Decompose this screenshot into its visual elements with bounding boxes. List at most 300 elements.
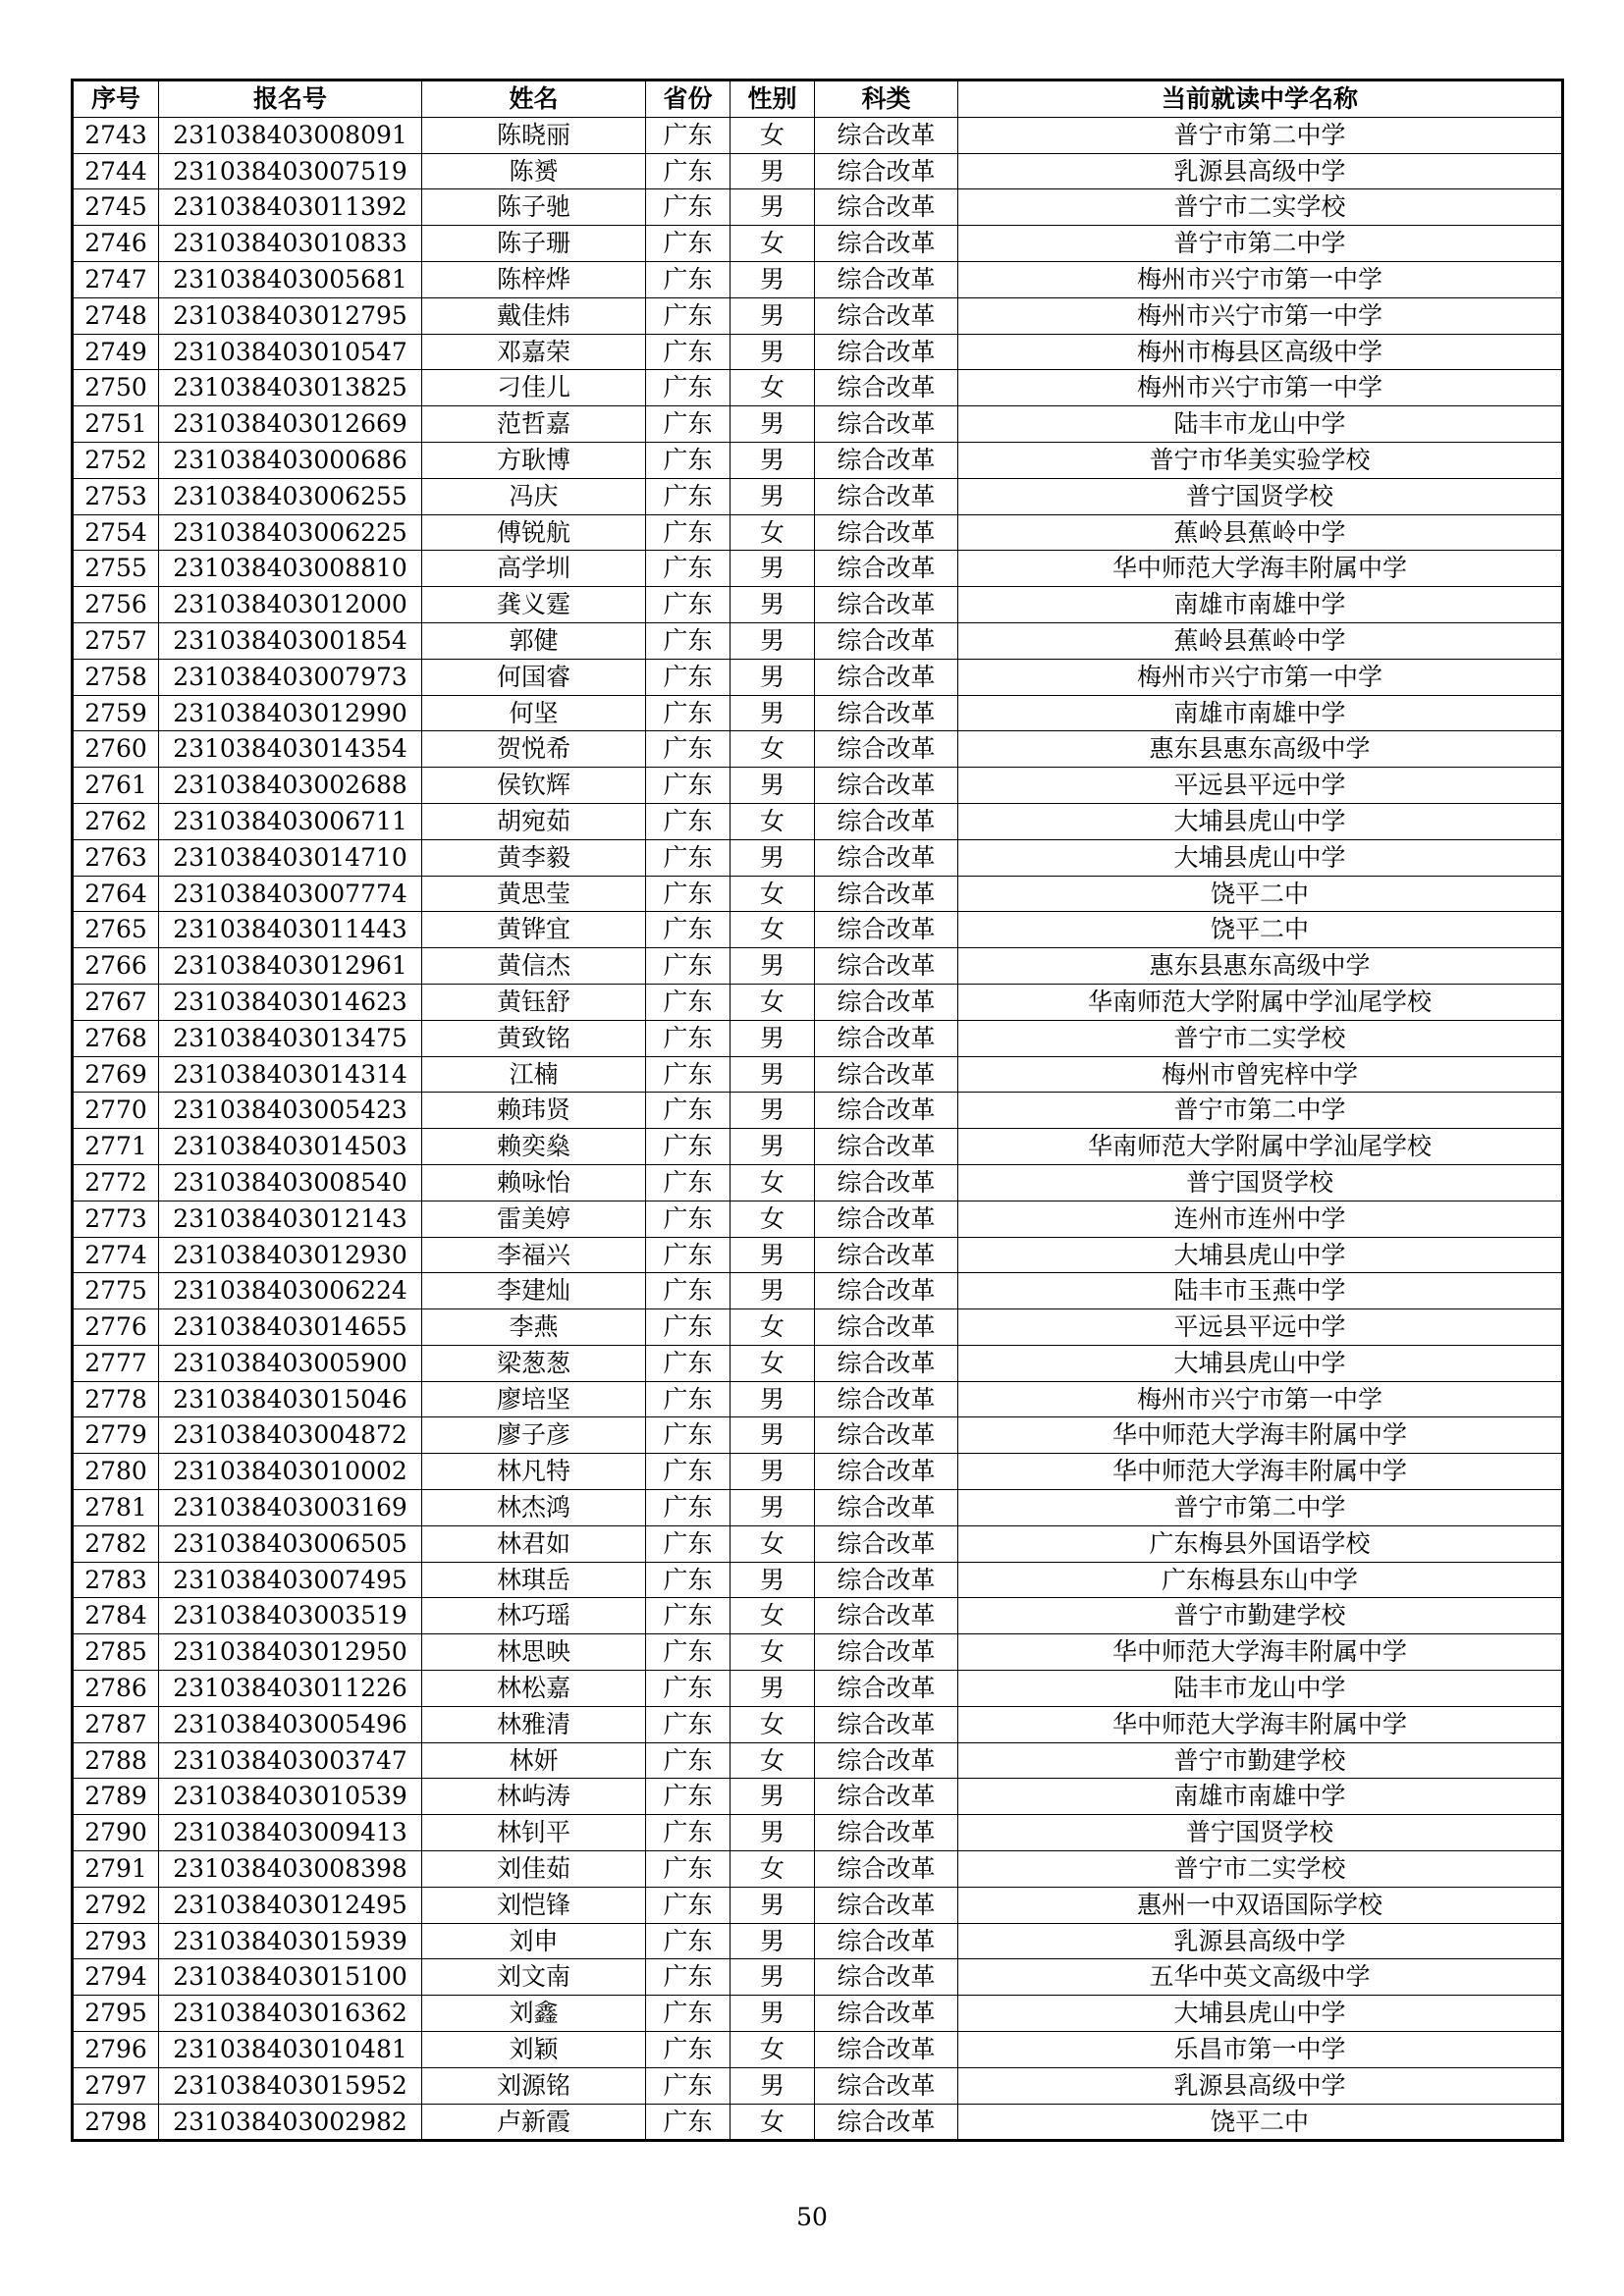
cell-serial-no: 2768 — [73, 1020, 159, 1056]
cell-serial-no: 2763 — [73, 839, 159, 876]
cell-school: 惠东县惠东高级中学 — [958, 948, 1563, 985]
cell-subject: 综合改革 — [815, 1237, 958, 1273]
cell-province: 广东 — [646, 2032, 731, 2068]
table-row — [73, 803, 1563, 839]
cell-name: 刘颖 — [422, 2032, 646, 2068]
cell-gender: 男 — [731, 1237, 815, 1273]
cell-gender: 女 — [731, 803, 815, 839]
cell-registration-no: 231038403006225 — [159, 514, 422, 551]
cell-gender: 女 — [731, 514, 815, 551]
cell-gender: 男 — [731, 406, 815, 443]
cell-registration-no: 231038403012669 — [159, 406, 422, 443]
cell-serial-no: 2755 — [73, 551, 159, 587]
cell-registration-no: 231038403005423 — [159, 1093, 422, 1129]
cell-registration-no: 231038403003747 — [159, 1742, 422, 1779]
cell-province: 广东 — [646, 731, 731, 768]
cell-school: 梅州市兴宁市第一中学 — [958, 297, 1563, 334]
cell-serial-no: 2754 — [73, 514, 159, 551]
cell-school: 大埔县虎山中学 — [958, 1345, 1563, 1381]
cell-subject: 综合改革 — [815, 659, 958, 695]
cell-gender: 女 — [731, 2032, 815, 2068]
cell-subject: 综合改革 — [815, 984, 958, 1020]
cell-name: 刘文南 — [422, 1959, 646, 1996]
cell-registration-no: 231038403010481 — [159, 2032, 422, 2068]
cell-province: 广东 — [646, 1020, 731, 1056]
cell-serial-no: 2776 — [73, 1309, 159, 1346]
cell-province: 广东 — [646, 370, 731, 406]
cell-registration-no: 231038403001854 — [159, 622, 422, 659]
cell-subject: 综合改革 — [815, 514, 958, 551]
cell-province: 广东 — [646, 1742, 731, 1779]
cell-registration-no: 231038403012143 — [159, 1201, 422, 1237]
cell-registration-no: 231038403011443 — [159, 912, 422, 948]
cell-gender: 女 — [731, 984, 815, 1020]
table-row — [73, 1598, 1563, 1634]
cell-name: 贺悦希 — [422, 731, 646, 768]
cell-subject: 综合改革 — [815, 1706, 958, 1742]
cell-serial-no: 2782 — [73, 1525, 159, 1562]
cell-subject: 综合改革 — [815, 839, 958, 876]
cell-subject: 综合改革 — [815, 551, 958, 587]
cell-gender: 男 — [731, 839, 815, 876]
table-row — [73, 1815, 1563, 1851]
table-row — [73, 514, 1563, 551]
cell-name: 江楠 — [422, 1056, 646, 1093]
cell-subject: 综合改革 — [815, 1562, 958, 1598]
cell-serial-no: 2769 — [73, 1056, 159, 1093]
cell-name: 林杰鸿 — [422, 1490, 646, 1526]
cell-province: 广东 — [646, 1779, 731, 1815]
cell-gender: 女 — [731, 1164, 815, 1201]
cell-province: 广东 — [646, 117, 731, 153]
cell-province: 广东 — [646, 297, 731, 334]
cell-registration-no: 231038403006255 — [159, 478, 422, 514]
cell-name: 傅锐航 — [422, 514, 646, 551]
cell-school: 华中师范大学海丰附属中学 — [958, 1454, 1563, 1490]
table-row — [73, 1417, 1563, 1454]
cell-gender: 男 — [731, 1056, 815, 1093]
cell-subject: 综合改革 — [815, 1598, 958, 1634]
cell-school: 惠州一中双语国际学校 — [958, 1887, 1563, 1923]
cell-province: 广东 — [646, 659, 731, 695]
cell-gender: 男 — [731, 189, 815, 226]
table-row — [73, 1056, 1563, 1093]
table-row — [73, 587, 1563, 623]
cell-province: 广东 — [646, 1454, 731, 1490]
cell-registration-no: 231038403013825 — [159, 370, 422, 406]
cell-school: 普宁市二实学校 — [958, 1851, 1563, 1888]
cell-province: 广东 — [646, 1887, 731, 1923]
cell-subject: 综合改革 — [815, 803, 958, 839]
cell-registration-no: 231038403007519 — [159, 153, 422, 189]
cell-subject: 综合改革 — [815, 1417, 958, 1454]
cell-gender: 女 — [731, 876, 815, 912]
cell-school: 普宁国贤学校 — [958, 1164, 1563, 1201]
cell-school: 惠东县惠东高级中学 — [958, 731, 1563, 768]
cell-school: 梅州市曾宪梓中学 — [958, 1056, 1563, 1093]
cell-gender: 男 — [731, 1815, 815, 1851]
cell-school: 乳源县高级中学 — [958, 153, 1563, 189]
cell-school: 梅州市兴宁市第一中学 — [958, 1381, 1563, 1417]
cell-province: 广东 — [646, 1417, 731, 1454]
cell-gender: 男 — [731, 1671, 815, 1707]
cell-subject: 综合改革 — [815, 1056, 958, 1093]
cell-name: 李建灿 — [422, 1273, 646, 1309]
cell-school: 普宁国贤学校 — [958, 1815, 1563, 1851]
cell-subject: 综合改革 — [815, 1454, 958, 1490]
cell-name: 林琪岳 — [422, 1562, 646, 1598]
cell-school: 华南师范大学附属中学汕尾学校 — [958, 1129, 1563, 1165]
cell-gender: 男 — [731, 1959, 815, 1996]
cell-province: 广东 — [646, 1923, 731, 1959]
cell-subject: 综合改革 — [815, 370, 958, 406]
cell-registration-no: 231038403009413 — [159, 1815, 422, 1851]
cell-province: 广东 — [646, 1815, 731, 1851]
cell-name: 刁佳儿 — [422, 370, 646, 406]
header-gender: 性别 — [731, 80, 815, 118]
cell-name: 赖咏怡 — [422, 1164, 646, 1201]
cell-name: 林钊平 — [422, 1815, 646, 1851]
header-serial-no: 序号 — [73, 80, 159, 118]
cell-gender: 男 — [731, 695, 815, 731]
cell-registration-no: 231038403012961 — [159, 948, 422, 985]
cell-gender: 女 — [731, 731, 815, 768]
cell-gender: 男 — [731, 1020, 815, 1056]
cell-serial-no: 2786 — [73, 1671, 159, 1707]
table-row — [73, 1671, 1563, 1707]
table-row — [73, 2104, 1563, 2141]
table-row — [73, 1923, 1563, 1959]
cell-serial-no: 2762 — [73, 803, 159, 839]
cell-subject: 综合改革 — [815, 1851, 958, 1888]
cell-school: 饶平二中 — [958, 876, 1563, 912]
cell-serial-no: 2774 — [73, 1237, 159, 1273]
cell-serial-no: 2750 — [73, 370, 159, 406]
cell-gender: 女 — [731, 1634, 815, 1671]
cell-province: 广东 — [646, 514, 731, 551]
cell-name: 林妍 — [422, 1742, 646, 1779]
cell-province: 广东 — [646, 406, 731, 443]
cell-registration-no: 231038403007495 — [159, 1562, 422, 1598]
cell-province: 广东 — [646, 1598, 731, 1634]
cell-gender: 男 — [731, 1381, 815, 1417]
cell-registration-no: 231038403005900 — [159, 1345, 422, 1381]
cell-serial-no: 2793 — [73, 1923, 159, 1959]
table-row — [73, 1851, 1563, 1888]
cell-name: 龚义霆 — [422, 587, 646, 623]
cell-registration-no: 231038403015046 — [159, 1381, 422, 1417]
header-school: 当前就读中学名称 — [958, 80, 1563, 118]
cell-subject: 综合改革 — [815, 2032, 958, 2068]
cell-subject: 综合改革 — [815, 622, 958, 659]
cell-province: 广东 — [646, 1525, 731, 1562]
cell-serial-no: 2781 — [73, 1490, 159, 1526]
table-row — [73, 1959, 1563, 1996]
cell-gender: 男 — [731, 948, 815, 985]
cell-school: 普宁市勤建学校 — [958, 1598, 1563, 1634]
table-row — [73, 1996, 1563, 2032]
cell-gender: 男 — [731, 1887, 815, 1923]
cell-serial-no: 2746 — [73, 226, 159, 262]
cell-registration-no: 231038403014314 — [159, 1056, 422, 1093]
cell-subject: 综合改革 — [815, 1381, 958, 1417]
cell-province: 广东 — [646, 2104, 731, 2141]
cell-school: 饶平二中 — [958, 912, 1563, 948]
table-row — [73, 478, 1563, 514]
table-row — [73, 1490, 1563, 1526]
cell-registration-no: 231038403011392 — [159, 189, 422, 226]
cell-school: 饶平二中 — [958, 2104, 1563, 2141]
cell-gender: 男 — [731, 1093, 815, 1129]
table-row — [73, 2032, 1563, 2068]
table-row — [73, 551, 1563, 587]
cell-registration-no: 231038403012000 — [159, 587, 422, 623]
cell-serial-no: 2767 — [73, 984, 159, 1020]
cell-gender: 男 — [731, 659, 815, 695]
cell-name: 廖培坚 — [422, 1381, 646, 1417]
table-row — [73, 948, 1563, 985]
cell-registration-no: 231038403008091 — [159, 117, 422, 153]
table-row — [73, 406, 1563, 443]
cell-subject: 综合改革 — [815, 153, 958, 189]
cell-school: 大埔县虎山中学 — [958, 839, 1563, 876]
cell-serial-no: 2760 — [73, 731, 159, 768]
cell-serial-no: 2785 — [73, 1634, 159, 1671]
table-row — [73, 876, 1563, 912]
cell-name: 赖玮贤 — [422, 1093, 646, 1129]
cell-registration-no: 231038403014623 — [159, 984, 422, 1020]
cell-name: 林凡特 — [422, 1454, 646, 1490]
cell-name: 陈子驰 — [422, 189, 646, 226]
cell-province: 广东 — [646, 226, 731, 262]
cell-serial-no: 2796 — [73, 2032, 159, 2068]
cell-name: 何国睿 — [422, 659, 646, 695]
cell-registration-no: 231038403012930 — [159, 1237, 422, 1273]
cell-registration-no: 231038403006711 — [159, 803, 422, 839]
table-row — [73, 1562, 1563, 1598]
cell-province: 广东 — [646, 1164, 731, 1201]
cell-registration-no: 231038403014503 — [159, 1129, 422, 1165]
cell-school: 广东梅县东山中学 — [958, 1562, 1563, 1598]
cell-gender: 女 — [731, 2104, 815, 2141]
cell-province: 广东 — [646, 153, 731, 189]
cell-subject: 综合改革 — [815, 297, 958, 334]
cell-school: 梅州市兴宁市第一中学 — [958, 659, 1563, 695]
table-row — [73, 731, 1563, 768]
cell-subject: 综合改革 — [815, 1020, 958, 1056]
header-subject: 科类 — [815, 80, 958, 118]
table-row — [73, 1381, 1563, 1417]
cell-province: 广东 — [646, 803, 731, 839]
cell-province: 广东 — [646, 1959, 731, 1996]
cell-serial-no: 2747 — [73, 261, 159, 297]
cell-school: 华中师范大学海丰附属中学 — [958, 1706, 1563, 1742]
cell-serial-no: 2765 — [73, 912, 159, 948]
cell-province: 广东 — [646, 261, 731, 297]
cell-school: 普宁市第二中学 — [958, 1093, 1563, 1129]
cell-serial-no: 2743 — [73, 117, 159, 153]
cell-subject: 综合改革 — [815, 1525, 958, 1562]
cell-school: 陆丰市玉燕中学 — [958, 1273, 1563, 1309]
cell-province: 广东 — [646, 695, 731, 731]
cell-province: 广东 — [646, 839, 731, 876]
cell-province: 广东 — [646, 1706, 731, 1742]
cell-subject: 综合改革 — [815, 1742, 958, 1779]
cell-gender: 女 — [731, 912, 815, 948]
cell-province: 广东 — [646, 1345, 731, 1381]
cell-gender: 女 — [731, 1706, 815, 1742]
table-row — [73, 261, 1563, 297]
cell-province: 广东 — [646, 587, 731, 623]
cell-subject: 综合改革 — [815, 1815, 958, 1851]
cell-name: 胡宛茹 — [422, 803, 646, 839]
table-row — [73, 839, 1563, 876]
cell-school: 陆丰市龙山中学 — [958, 406, 1563, 443]
cell-serial-no: 2789 — [73, 1779, 159, 1815]
table-header — [73, 80, 1563, 118]
cell-name: 郭健 — [422, 622, 646, 659]
cell-registration-no: 231038403007774 — [159, 876, 422, 912]
cell-name: 陈晓丽 — [422, 117, 646, 153]
cell-province: 广东 — [646, 1490, 731, 1526]
cell-gender: 男 — [731, 442, 815, 478]
table-row — [73, 1706, 1563, 1742]
cell-subject: 综合改革 — [815, 1093, 958, 1129]
cell-school: 乳源县高级中学 — [958, 2067, 1563, 2104]
header-row — [73, 80, 1563, 118]
cell-serial-no: 2753 — [73, 478, 159, 514]
cell-school: 蕉岭县蕉岭中学 — [958, 514, 1563, 551]
cell-registration-no: 231038403005496 — [159, 1706, 422, 1742]
cell-subject: 综合改革 — [815, 117, 958, 153]
cell-province: 广东 — [646, 1851, 731, 1888]
table-row — [73, 2067, 1563, 2104]
cell-school: 普宁市第二中学 — [958, 1490, 1563, 1526]
cell-subject: 综合改革 — [815, 1996, 958, 2032]
cell-serial-no: 2798 — [73, 2104, 159, 2141]
table-row — [73, 189, 1563, 226]
table-row — [73, 117, 1563, 153]
cell-subject: 综合改革 — [815, 587, 958, 623]
cell-registration-no: 231038403008810 — [159, 551, 422, 587]
cell-registration-no: 231038403004872 — [159, 1417, 422, 1454]
cell-serial-no: 2787 — [73, 1706, 159, 1742]
table-row — [73, 334, 1563, 370]
cell-serial-no: 2778 — [73, 1381, 159, 1417]
cell-name: 陈赟 — [422, 153, 646, 189]
table-row — [73, 1779, 1563, 1815]
cell-subject: 综合改革 — [815, 1129, 958, 1165]
cell-serial-no: 2780 — [73, 1454, 159, 1490]
cell-school: 陆丰市龙山中学 — [958, 1671, 1563, 1707]
table-row — [73, 1201, 1563, 1237]
cell-gender: 女 — [731, 1742, 815, 1779]
cell-name: 林巧瑶 — [422, 1598, 646, 1634]
cell-gender: 男 — [731, 2067, 815, 2104]
cell-gender: 女 — [731, 370, 815, 406]
cell-gender: 男 — [731, 478, 815, 514]
cell-school: 南雄市南雄中学 — [958, 1779, 1563, 1815]
table-row — [73, 1309, 1563, 1346]
cell-registration-no: 231038403014354 — [159, 731, 422, 768]
cell-registration-no: 231038403000686 — [159, 442, 422, 478]
cell-name: 李燕 — [422, 1309, 646, 1346]
cell-province: 广东 — [646, 1093, 731, 1129]
cell-province: 广东 — [646, 948, 731, 985]
cell-registration-no: 231038403012795 — [159, 297, 422, 334]
cell-name: 赖奕燊 — [422, 1129, 646, 1165]
table-row — [73, 1237, 1563, 1273]
cell-gender: 男 — [731, 1129, 815, 1165]
cell-school: 华南师范大学附属中学汕尾学校 — [958, 984, 1563, 1020]
cell-name: 刘恺锋 — [422, 1887, 646, 1923]
cell-subject: 综合改革 — [815, 478, 958, 514]
cell-province: 广东 — [646, 2067, 731, 2104]
cell-province: 广东 — [646, 1237, 731, 1273]
cell-subject: 综合改革 — [815, 912, 958, 948]
cell-registration-no: 231038403008540 — [159, 1164, 422, 1201]
cell-registration-no: 231038403015939 — [159, 1923, 422, 1959]
cell-gender: 男 — [731, 1454, 815, 1490]
cell-school: 大埔县虎山中学 — [958, 1237, 1563, 1273]
cell-registration-no: 231038403014655 — [159, 1309, 422, 1346]
cell-school: 五华中英文高级中学 — [958, 1959, 1563, 1996]
cell-subject: 综合改革 — [815, 1309, 958, 1346]
cell-province: 广东 — [646, 768, 731, 804]
header-registration-no: 报名号 — [159, 80, 422, 118]
cell-name: 黄钰舒 — [422, 984, 646, 1020]
table-row — [73, 297, 1563, 334]
cell-province: 广东 — [646, 912, 731, 948]
cell-subject: 综合改革 — [815, 2104, 958, 2141]
cell-school: 梅州市兴宁市第一中学 — [958, 261, 1563, 297]
cell-registration-no: 231038403010002 — [159, 1454, 422, 1490]
table-row — [73, 153, 1563, 189]
cell-name: 黄李毅 — [422, 839, 646, 876]
cell-name: 冯庆 — [422, 478, 646, 514]
cell-registration-no: 231038403014710 — [159, 839, 422, 876]
cell-serial-no: 2764 — [73, 876, 159, 912]
cell-name: 梁葱葱 — [422, 1345, 646, 1381]
cell-province: 广东 — [646, 1562, 731, 1598]
cell-school: 华中师范大学海丰附属中学 — [958, 1417, 1563, 1454]
cell-serial-no: 2752 — [73, 442, 159, 478]
roster-table — [71, 79, 1564, 2142]
cell-serial-no: 2758 — [73, 659, 159, 695]
cell-registration-no: 231038403010539 — [159, 1779, 422, 1815]
table-row — [73, 226, 1563, 262]
cell-subject: 综合改革 — [815, 261, 958, 297]
cell-serial-no: 2766 — [73, 948, 159, 985]
table-row — [73, 659, 1563, 695]
cell-school: 普宁市华美实验学校 — [958, 442, 1563, 478]
cell-gender: 女 — [731, 1851, 815, 1888]
cell-name: 高学圳 — [422, 551, 646, 587]
cell-province: 广东 — [646, 478, 731, 514]
cell-province: 广东 — [646, 1056, 731, 1093]
cell-serial-no: 2784 — [73, 1598, 159, 1634]
cell-subject: 综合改革 — [815, 1923, 958, 1959]
cell-province: 广东 — [646, 1671, 731, 1707]
table-row — [73, 695, 1563, 731]
cell-serial-no: 2771 — [73, 1129, 159, 1165]
cell-serial-no: 2777 — [73, 1345, 159, 1381]
cell-serial-no: 2770 — [73, 1093, 159, 1129]
cell-gender: 女 — [731, 1598, 815, 1634]
cell-province: 广东 — [646, 876, 731, 912]
cell-subject: 综合改革 — [815, 189, 958, 226]
cell-registration-no: 231038403008398 — [159, 1851, 422, 1888]
